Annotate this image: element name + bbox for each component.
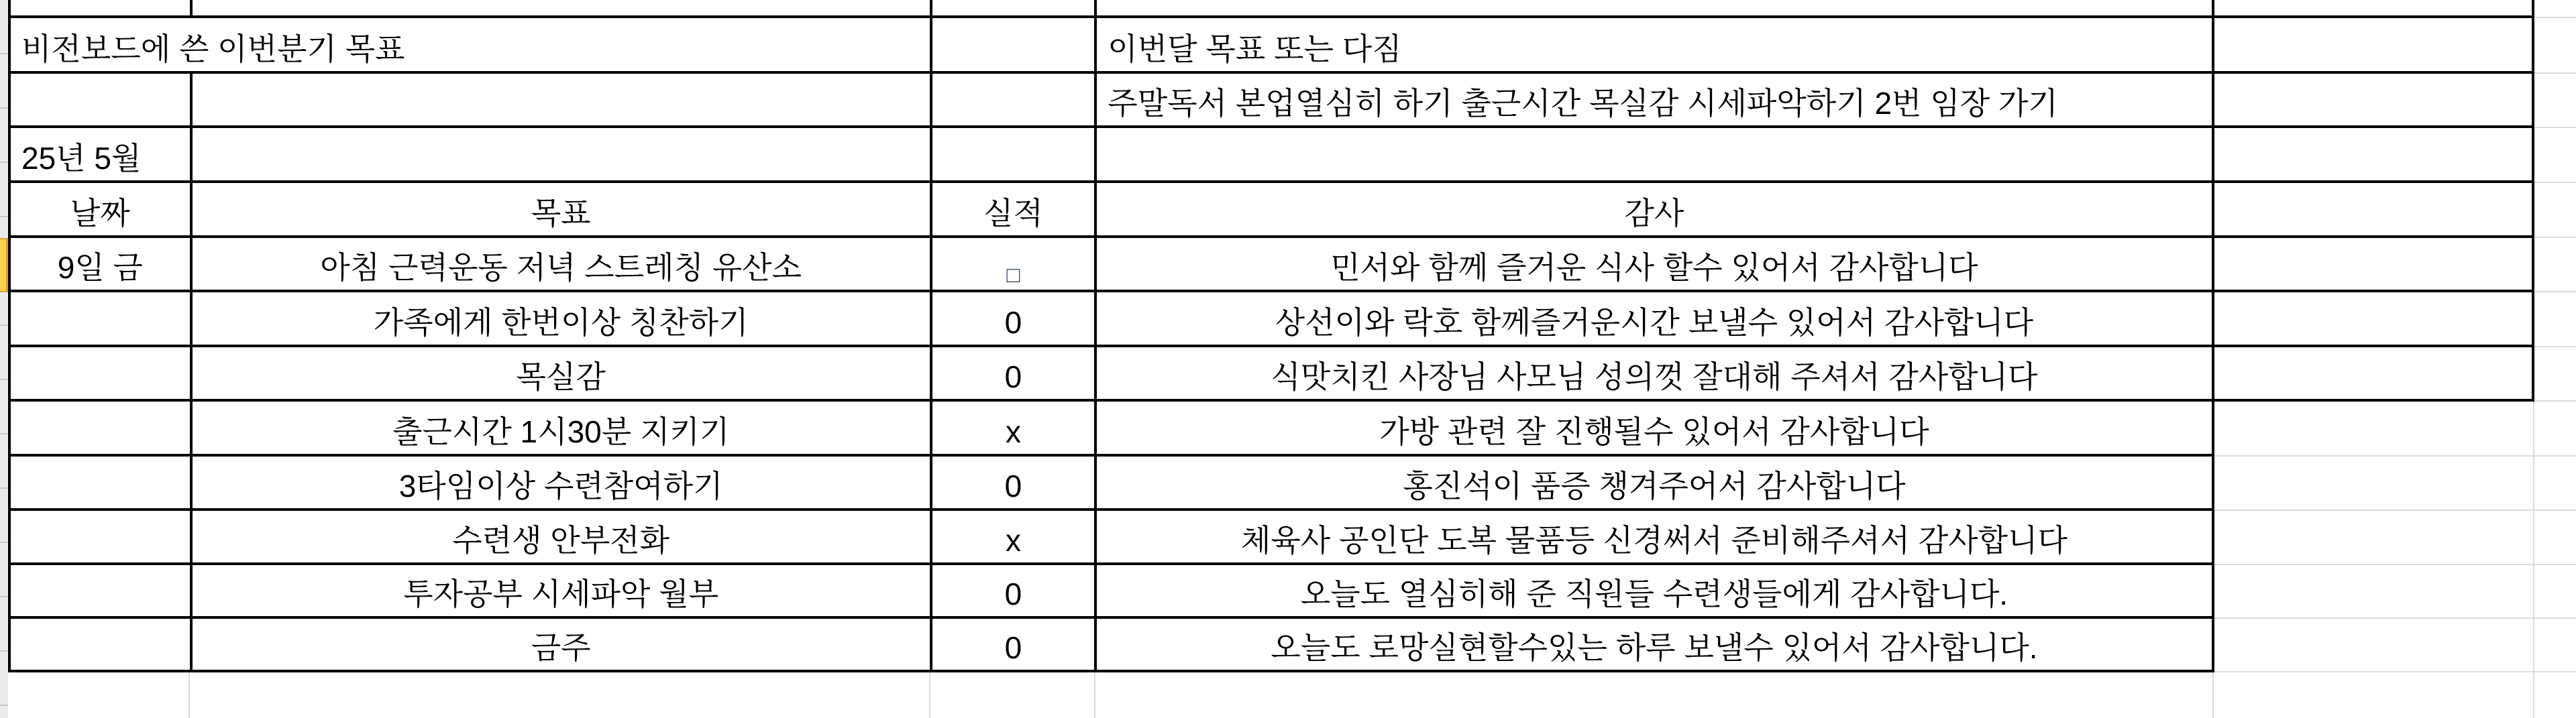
header-gratitude-cell[interactable]: 감사 — [1097, 183, 2214, 238]
empty-cell[interactable] — [2214, 292, 2535, 347]
gratitude-cell[interactable]: 가방 관련 잘 진행될수 있어서 감사합니다 — [1097, 402, 2214, 457]
empty-cell[interactable] — [2214, 128, 2535, 183]
grid-cell-outside[interactable] — [1095, 672, 2214, 718]
date-cell[interactable] — [11, 347, 193, 402]
grid-cell-outside[interactable] — [2534, 511, 2576, 565]
table-row — [8, 457, 2576, 511]
result-cell[interactable]: 0 — [932, 619, 1097, 672]
row-header-strip[interactable] — [0, 0, 8, 718]
empty-cell[interactable] — [1097, 0, 2214, 18]
goal-cell[interactable]: 목실감 — [193, 347, 932, 402]
empty-cell[interactable] — [11, 74, 193, 128]
empty-cell[interactable] — [2214, 565, 2535, 619]
table-row-quarter-goal — [8, 18, 2576, 74]
goal-cell[interactable]: 3타임이상 수련참여하기 — [193, 457, 932, 511]
grid-cell-outside[interactable] — [8, 672, 190, 718]
month-cell[interactable]: 25년 5월 — [11, 128, 193, 183]
grid-cell-outside[interactable] — [2534, 128, 2576, 183]
empty-cell[interactable] — [11, 0, 193, 18]
goal-cell[interactable]: 출근시간 1시30분 지키기 — [193, 402, 932, 457]
table-row-partial-top — [8, 0, 2576, 18]
goal-cell[interactable]: 금주 — [193, 619, 932, 672]
goal-cell[interactable]: 투자공부 시세파악 월부 — [193, 565, 932, 619]
sheet-grid — [8, 0, 2576, 718]
table-row-below — [8, 672, 2576, 718]
empty-cell[interactable] — [193, 0, 932, 18]
selected-row-indicator[interactable] — [0, 238, 8, 292]
grid-cell-outside[interactable] — [2534, 74, 2576, 128]
gratitude-cell[interactable]: 식맛치킨 사장님 사모님 성의껏 잘대해 주셔서 감사합니다 — [1097, 347, 2214, 402]
empty-cell[interactable] — [2214, 0, 2535, 18]
grid-cell-outside[interactable] — [2534, 619, 2576, 672]
table-row — [8, 238, 2576, 292]
goal-cell[interactable]: 수련생 안부전화 — [193, 511, 932, 565]
result-cell[interactable]: x — [932, 402, 1097, 457]
empty-cell[interactable] — [2214, 238, 2535, 292]
empty-cell[interactable] — [2214, 183, 2535, 238]
empty-cell[interactable] — [932, 18, 1097, 74]
grid-cell-outside[interactable] — [2534, 238, 2576, 292]
grid-cell-outside[interactable] — [2534, 183, 2576, 238]
grid-cell-outside[interactable] — [2534, 457, 2576, 511]
empty-cell[interactable] — [932, 0, 1097, 18]
table-row — [8, 402, 2576, 457]
date-cell[interactable] — [11, 511, 193, 565]
empty-cell[interactable] — [2214, 74, 2535, 128]
empty-cell[interactable] — [193, 128, 932, 183]
grid-cell-outside[interactable] — [2534, 18, 2576, 74]
grid-cell-outside[interactable] — [2534, 292, 2576, 347]
date-cell[interactable] — [11, 292, 193, 347]
header-date-cell[interactable]: 날짜 — [11, 183, 193, 238]
result-cell[interactable]: 0 — [932, 565, 1097, 619]
grid-cell-outside[interactable] — [2534, 402, 2576, 457]
result-cell[interactable]: 0 — [932, 292, 1097, 347]
empty-cell[interactable] — [932, 74, 1097, 128]
grid-cell-outside[interactable] — [2214, 672, 2534, 718]
grid-cell-outside[interactable] — [2534, 347, 2576, 402]
table-row — [8, 347, 2576, 402]
empty-cell[interactable] — [2214, 18, 2535, 74]
gratitude-cell[interactable]: 상선이와 락호 함께즐거운시간 보낼수 있어서 감사합니다 — [1097, 292, 2214, 347]
grid-cell-outside[interactable] — [2534, 0, 2576, 18]
empty-cell[interactable] — [2214, 619, 2535, 672]
date-cell[interactable] — [11, 565, 193, 619]
table-row — [8, 292, 2576, 347]
month-goal-label-cell[interactable]: 이번달 목표 또는 다짐 — [1097, 18, 2214, 74]
grid-cell-outside[interactable] — [930, 672, 1095, 718]
empty-cell[interactable] — [2214, 511, 2535, 565]
grid-cell-outside[interactable] — [190, 672, 930, 718]
date-cell[interactable]: 9일 금 — [11, 238, 193, 292]
date-cell[interactable] — [11, 619, 193, 672]
table-header-row — [8, 183, 2576, 238]
gratitude-cell[interactable]: 홍진석이 품증 챙겨주어서 감사합니다 — [1097, 457, 2214, 511]
month-goal-value-cell[interactable]: 주말독서 본업열심히 하기 출근시간 목실감 시세파악하기 2번 임장 가기 — [1097, 74, 2214, 128]
grid-cell-outside[interactable] — [2534, 672, 2576, 718]
goal-cell[interactable]: 아침 근력운동 저녁 스트레칭 유산소 — [193, 238, 932, 292]
gratitude-cell[interactable]: 오늘도 열심히해 준 직원들 수련생들에게 감사합니다. — [1097, 565, 2214, 619]
date-cell[interactable] — [11, 402, 193, 457]
table-row — [8, 511, 2576, 565]
quarter-goal-cell[interactable]: 비전보드에 쓴 이번분기 목표 — [11, 18, 932, 74]
gratitude-cell[interactable]: 체육사 공인단 도복 물품등 신경써서 준비해주셔서 감사합니다 — [1097, 511, 2214, 565]
gratitude-cell[interactable]: 민서와 함께 즐거운 식사 할수 있어서 감사합니다 — [1097, 238, 2214, 292]
empty-cell[interactable] — [2214, 457, 2535, 511]
empty-cell[interactable] — [193, 74, 932, 128]
table-row — [8, 619, 2576, 672]
date-cell[interactable] — [11, 457, 193, 511]
header-result-cell[interactable]: 실적 — [932, 183, 1097, 238]
result-cell[interactable]: 0 — [932, 457, 1097, 511]
table-row-month-label — [8, 128, 2576, 183]
table-row-month-goal — [8, 74, 2576, 128]
goal-cell[interactable]: 가족에게 한번이상 칭찬하기 — [193, 292, 932, 347]
empty-cell[interactable] — [1097, 128, 2214, 183]
empty-cell[interactable] — [2214, 347, 2535, 402]
gratitude-cell[interactable]: 오늘도 로망실현할수있는 하루 보낼수 있어서 감사합니다. — [1097, 619, 2214, 672]
result-cell[interactable]: x — [932, 511, 1097, 565]
empty-cell[interactable] — [932, 128, 1097, 183]
result-cell[interactable]: 0 — [932, 347, 1097, 402]
table-row — [8, 565, 2576, 619]
empty-cell[interactable] — [2214, 402, 2535, 457]
header-goal-cell[interactable]: 목표 — [193, 183, 932, 238]
result-cell[interactable]: □ — [932, 238, 1097, 292]
grid-cell-outside[interactable] — [2534, 565, 2576, 619]
